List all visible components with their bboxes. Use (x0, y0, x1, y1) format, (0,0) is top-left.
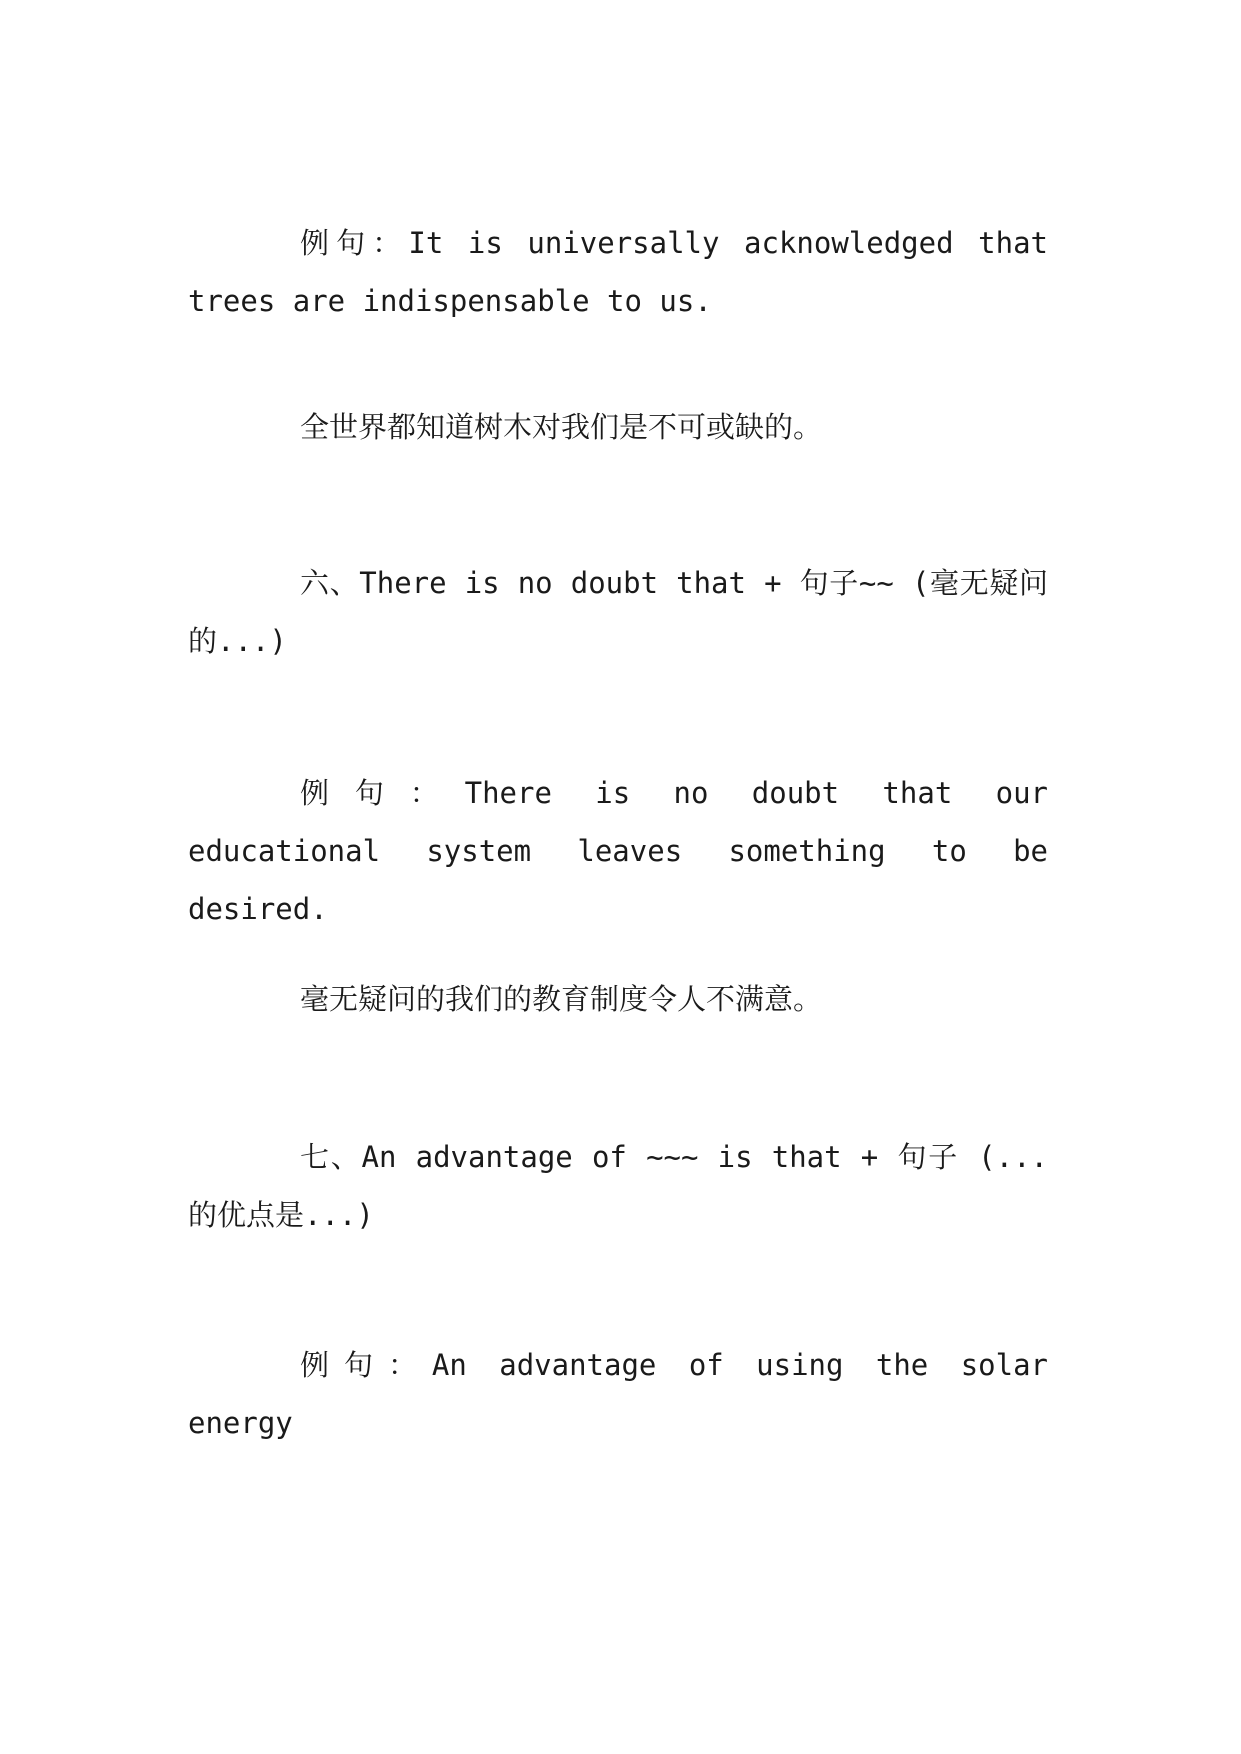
example-sentence-trees: 例句：It is universally acknowledged that trees are indispensable to us. (188, 226, 1048, 318)
example-sentence-education: 例句：There is no doubt that our educational system leaves something to be desired. (188, 776, 1048, 926)
pattern-heading-seven: 七、An advantage of ~~~ is that + 句子 (...的优点是...) (188, 1140, 1048, 1232)
translation-education: 毫无疑问的我们的教育制度令人不满意。 (300, 982, 823, 1016)
pattern-heading-six: 六、There is no doubt that + 句子~~ (毫无疑问的...) (188, 566, 1048, 658)
translation-trees: 全世界都知道树木对我们是不可或缺的。 (300, 410, 823, 444)
example-sentence-solar: 例句：An advantage of using the solar energy (188, 1348, 1048, 1440)
